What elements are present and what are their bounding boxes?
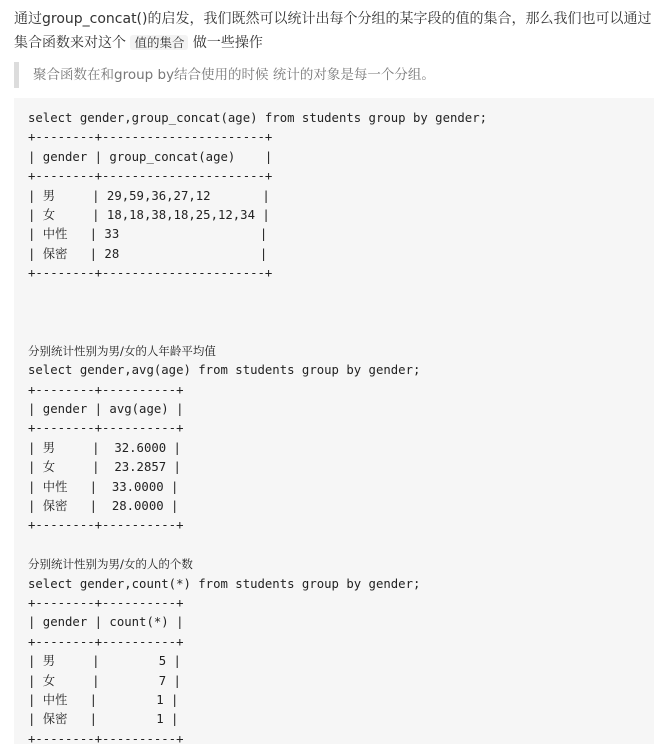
blockquote-note: 聚合函数在和group by结合使用的时候 统计的对象是每一个分组。 [14,62,654,88]
code-line: | gender | avg(age) | [28,402,184,416]
code-line: +--------+----------+ [28,421,184,436]
code-line: | 女 | 18,18,38,18,25,12,34 | [28,208,270,222]
code-line: | 保密 | 1 | [28,712,179,727]
code-line: select gender,count(*) from students group by gender; [28,576,421,591]
code-line: | 女 | 23.2857 | [28,460,181,475]
code-line: | 女 | 7 | [28,673,181,688]
code-line: +--------+----------------------+ [28,266,273,281]
code-line: | 男 | 5 | [28,654,181,669]
code-line: | 中性 | 1 | [28,693,179,707]
code-line: | 保密 | 28 | [28,246,268,261]
code-line: 分别统计性别为男/女的人年龄平均值 [28,343,216,358]
code-line: | 男 | 32.6000 | [28,440,181,455]
code-line: select gender,group_concat(age) from students group by gender; [28,111,488,125]
code-line: +--------+----------+ [28,634,184,649]
code-block [14,98,654,744]
code-line: | 男 | 29,59,36,27,12 | [28,188,270,203]
code-line: | gender | group_concat(age) | [28,149,273,164]
code-line: +--------+----------+ [28,382,184,397]
code-line: +--------+----------------------+ [28,130,273,145]
code-line: +--------+----------------------+ [28,169,273,184]
code-line: +--------+----------+ [28,518,184,533]
code-line: +--------+----------+ [28,731,184,746]
intro-text: 通过group_concat()的启发，我们既然可以统计出每个分组的某字段的值的集合，那么我们也可以通过集合函数来对这个 [14,11,652,51]
code-line: 分别统计性别为男/女的人的个数 [28,557,193,572]
code-line: select gender,avg(age) from students group by gender; [28,363,421,378]
code-line: | 保密 | 28.0000 | [28,499,179,513]
code-line: | 中性 | 33.0000 | [28,479,179,494]
code-line: +--------+----------+ [28,596,184,610]
intro-tail: 做一些操作 [192,35,263,51]
inline-code-value-set: 值的集合 [130,35,188,50]
intro-paragraph [14,8,659,55]
code-line: | 中性 | 33 | [28,227,268,242]
code-line: | gender | count(*) | [28,615,184,630]
